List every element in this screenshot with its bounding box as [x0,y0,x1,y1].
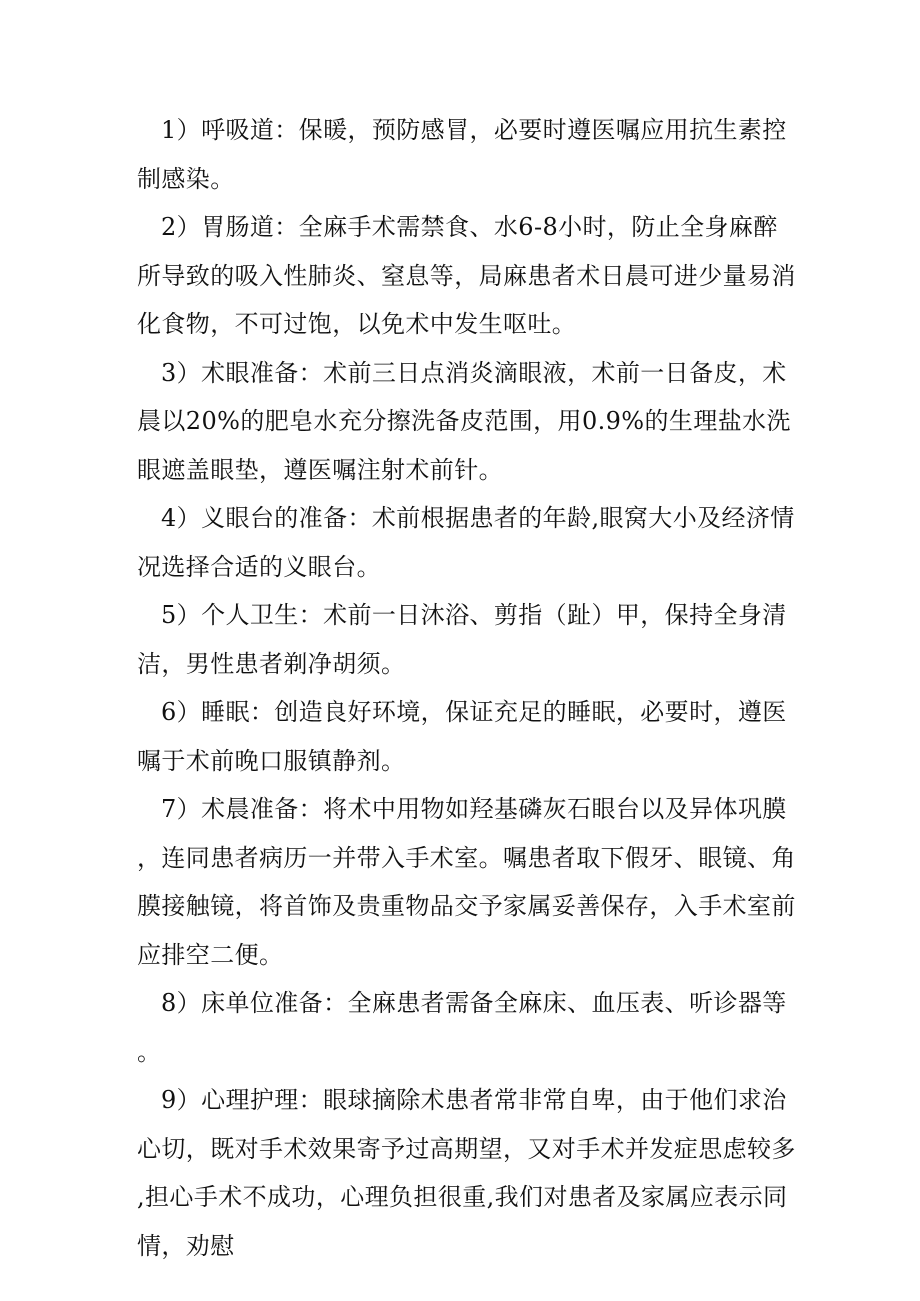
paragraph-gastrointestinal: 2）胃肠道：全麻手术需禁食、水6-8小时，防止全身麻醉所导致的吸入性肺炎、窒息等，局麻患者术日晨可进少量易消化食物，不可过饱，以免术中发生呕吐。 [137,213,796,338]
document-body [137,106,797,1270]
paragraph-orbital-implant: 4）义眼台的准备：术前根据患者的年龄,眼窝大小及经济情况选择合适的义眼台。 [137,504,795,581]
paragraph-morning-preparation: 7）术晨准备：将术中用物如羟基磷灰石眼台以及异体巩膜，连同患者病历一并带入手术室。嘱患者取下假牙、眼镜、角膜接触镜，将首饰及贵重物品交予家属妥善保存，入手术室前应排空二便。 [137,795,796,969]
paragraph-sleep: 6）睡眠：创造良好环境，保证充足的睡眠，必要时，遵医嘱于术前晚口服镇静剂。 [137,698,787,775]
paragraph-psychological-care: 9）心理护理：眼球摘除术患者常非常自卑，由于他们求治心切，既对手术效果寄予过高期望，又对手术并发症思虑较多,担心手术不成功，心理负担很重,我们对患者及家属应表示同情，劝慰 [137,1086,796,1260]
paragraph-bed-unit: 8）床单位准备：全麻患者需备全麻床、血压表、听诊器等。 [137,989,787,1066]
paragraph-personal-hygiene: 5）个人卫生：术前一日沐浴、剪指（趾）甲，保持全身清洁，男性患者剃净胡须。 [137,601,787,678]
paragraph-respiratory: 1）呼吸道：保暖，预防感冒，必要时遵医嘱应用抗生素控制感染。 [137,116,787,193]
paragraph-eye-preparation: 3）术眼准备：术前三日点消炎滴眼液，术前一日备皮，术晨以20%的肥皂水充分擦洗备皮范围，用0.9%的生理盐水洗眼遮盖眼垫，遵医嘱注射术前针。 [137,358,791,484]
